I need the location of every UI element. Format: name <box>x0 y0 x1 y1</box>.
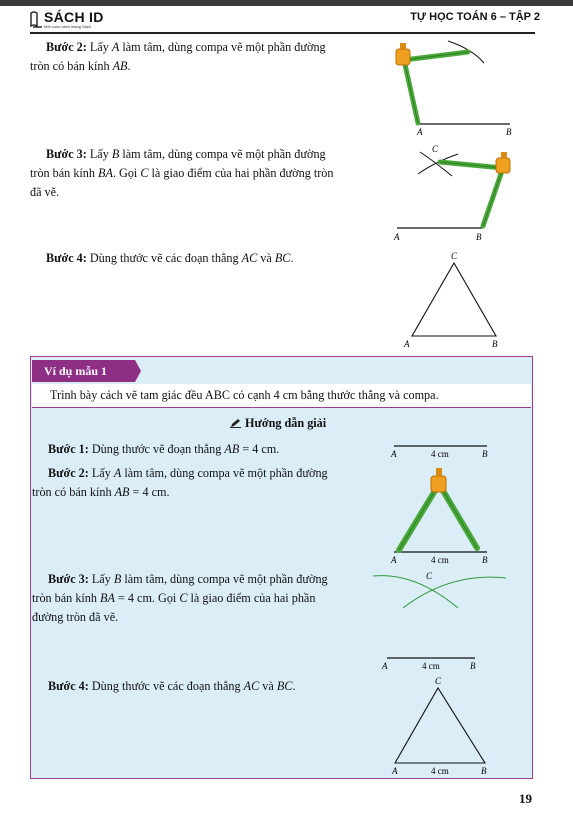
point-b-label: B <box>482 555 488 565</box>
logo-tagline: Một cuộc cách mạng Sách <box>44 24 92 29</box>
point-c-label: C <box>451 251 458 261</box>
compass-icon <box>440 152 510 226</box>
point-a-label: A <box>392 766 398 776</box>
example-tab: Ví dụ mẫu 1 <box>32 360 135 382</box>
point-a-label: A <box>417 127 423 137</box>
step3-figure <box>390 140 540 248</box>
step4-triangle-figure <box>400 248 510 350</box>
point-a-label: A <box>391 555 397 565</box>
example-step4-text: Bước 4: Dùng thước vẽ các đoạn thẳng AC và BC. <box>48 679 296 693</box>
example-step3-base-figure <box>378 652 488 674</box>
measure-label: 4 cm <box>431 766 449 776</box>
point-c-label: C <box>432 144 439 154</box>
arc-from-a <box>373 576 458 608</box>
point-a-label: A <box>391 449 397 459</box>
logo-text: SÁCH ID <box>44 9 104 25</box>
step3-text: Bước 3: Lấy B làm tâm, dùng compa vẽ một phần đường tròn bán kính BA. Gọi C là giao điểm của hai phần đường tròn đã vẽ. <box>30 147 334 199</box>
point-c-label: C <box>435 676 442 686</box>
page-number: 19 <box>519 791 532 806</box>
point-a-label: A <box>404 339 410 349</box>
arc-from-b <box>403 577 506 608</box>
measure-label: 4 cm <box>431 449 449 459</box>
point-b-label: B <box>470 661 476 671</box>
pencil-icon <box>230 418 242 428</box>
example-problem: Trình bày cách vẽ tam giác đều ABC có cạnh 4 cm bằng thước thẳng và compa. <box>32 384 531 408</box>
point-b-label: B <box>492 339 498 349</box>
solution-title: Hướng dẫn giải <box>230 416 326 431</box>
header-rule <box>30 32 535 34</box>
step2-text: Bước 2: Lấy A làm tâm, dùng compa vẽ một phần đường tròn có bán kính AB. <box>30 40 326 73</box>
example-step2-figure <box>385 462 500 570</box>
step4-text: Bước 4: Dùng thước vẽ các đoạn thẳng AC và BC. <box>46 251 294 265</box>
example-step1-text: Bước 1: Dùng thước vẽ đoạn thẳng AB = 4 cm. <box>48 442 280 456</box>
point-b-label: B <box>506 127 512 137</box>
example-step1-figure <box>385 440 495 462</box>
book-title: TỰ HỌC TOÁN 6 – TẬP 2 <box>410 11 540 23</box>
step2-figure <box>380 35 540 140</box>
triangle-abc <box>412 263 496 336</box>
example-tab-notch <box>135 360 141 382</box>
book-logo-icon <box>30 10 44 28</box>
triangle-abc <box>395 688 485 763</box>
compass-icon <box>399 468 477 550</box>
compass-icon <box>396 43 468 123</box>
point-a-label: A <box>394 232 400 242</box>
example-step2-text: Bước 2: Lấy A làm tâm, dùng compa vẽ một phần đường tròn có bán kính AB = 4 cm. <box>32 466 328 499</box>
measure-label: 4 cm <box>431 555 449 565</box>
point-c-label: C <box>426 571 433 581</box>
point-b-label: B <box>476 232 482 242</box>
example-step4-triangle-figure <box>385 674 495 778</box>
point-b-label: B <box>482 449 488 459</box>
measure-label: 4 cm <box>422 661 440 671</box>
example-step3-figure <box>370 566 510 616</box>
example-step3-text: Bước 3: Lấy B làm tâm, dùng compa vẽ một phần đường tròn bán kính BA = 4 cm. Gọi C là giao điểm của hai phần đường tròn đã vẽ. <box>32 572 328 624</box>
point-b-label: B <box>481 766 487 776</box>
point-a-label: A <box>382 661 388 671</box>
page-header <box>30 6 540 32</box>
